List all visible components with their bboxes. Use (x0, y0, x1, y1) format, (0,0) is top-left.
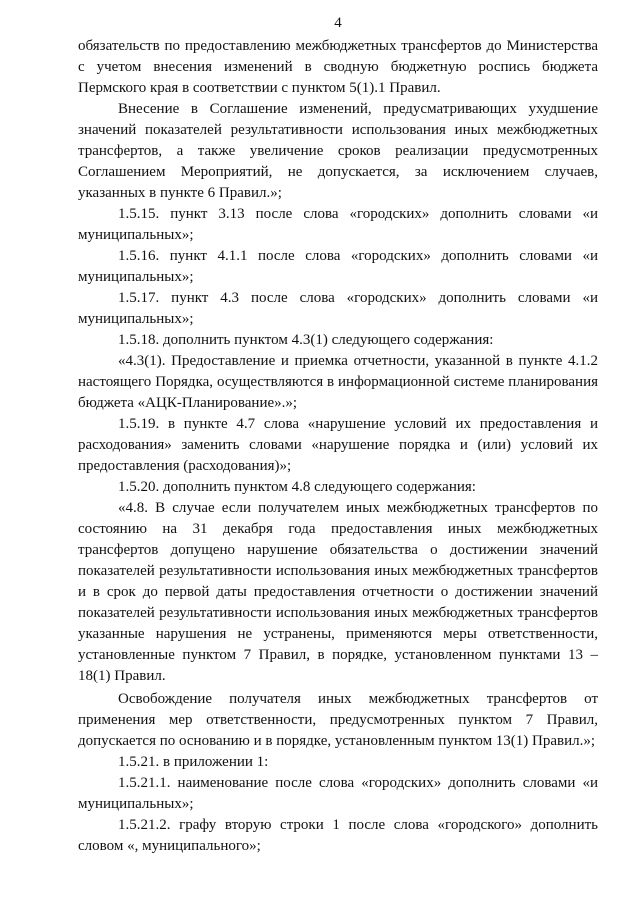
paragraph-item-1-5-21-1: 1.5.21.1. наименование после слова «городских» дополнить словами «и муниципальных»; (78, 775, 598, 812)
paragraph-1: обязательств по предоставлению межбюджетных трансфертов до Министерства с учетом внесения изменений в сводную бюджетную роспись бюджета Пермского края в соответствии с пунктом 5(1).1 Правил. (78, 38, 598, 96)
document-body (78, 36, 598, 857)
paragraph-exemption: Освобождение получателя иных межбюджетных трансфертов от применения мер ответственности, предусмотренных пунктом 7 Правил, допускается по основанию и в порядке, установленным пунктом 13(1) Правил.»; (78, 691, 598, 749)
paragraph-item-1-5-21-2: 1.5.21.2. графу вторую строки 1 после слова «городского» дополнить словом «, муниципального»; (78, 817, 598, 854)
paragraph-item-1-5-17: 1.5.17. пункт 4.3 после слова «городских» дополнить словами «и муниципальных»; (78, 290, 598, 327)
paragraph-item-1-5-19: 1.5.19. в пункте 4.7 слова «нарушение условий их предоставления и расходования» заменить словами «нарушение порядка и (или) условий их предоставления (расходования)»; (78, 416, 598, 474)
paragraph-2: Внесение в Соглашение изменений, предусматривающих ухудшение значений показателей результативности использования иных межбюджетных трансфертов, а также увеличение сроков реализации предусмотренных Соглашением Мероприятий, не допускается, за исключением случаев, указанных в пункте 6 Правил.»; (78, 101, 598, 201)
page-number: 4 (334, 15, 342, 31)
paragraph-item-1-5-18: 1.5.18. дополнить пунктом 4.3(1) следующего содержания: (118, 332, 494, 348)
paragraph-item-1-5-20: 1.5.20. дополнить пунктом 4.8 следующего содержания: (118, 479, 476, 495)
paragraph-item-1-5-16: 1.5.16. пункт 4.1.1 после слова «городских» дополнить словами «и муниципальных»; (78, 248, 598, 285)
paragraph-item-1-5-21: 1.5.21. в приложении 1: (118, 754, 269, 770)
paragraph-quote-4-8: «4.8. В случае если получателем иных межбюджетных трансфертов по состоянию на 31 декабря года предоставления иных межбюджетных трансфертов допущено нарушение обязательства о достижении значений показателей результативности использования иных межбюджетных трансфертов и в срок до первой даты предоставления отчетности о достижении значений показателей результативности использования иных межбюджетных трансфертов указанные нарушения не устранены, применяются меры ответственности, установленные пунктом 7 Правил, в порядке, установленном пунктами 13 – 18(1) Правил. (78, 500, 598, 684)
paragraph-quote-4-3-1: «4.3(1). Предоставление и приемка отчетности, указанной в пункте 4.1.2 настоящего Порядка, осуществляются в информационной системе планирования бюджета «АЦК-Планирование».»; (78, 353, 598, 411)
paragraph-item-1-5-15: 1.5.15. пункт 3.13 после слова «городских» дополнить словами «и муниципальных»; (78, 206, 598, 243)
document-page (78, 0, 598, 905)
